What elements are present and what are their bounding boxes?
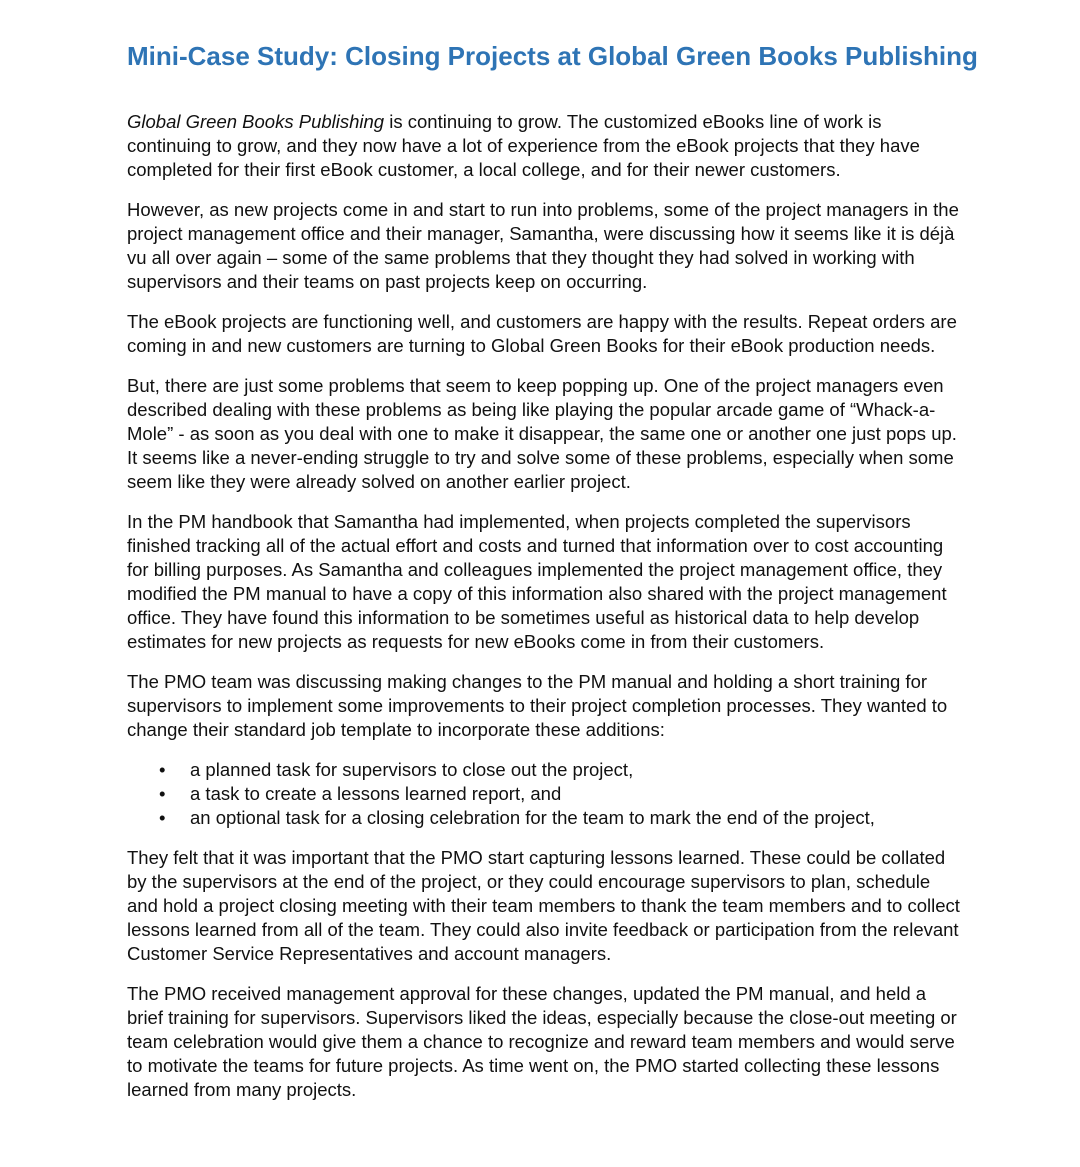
paragraph-4: But, there are just some problems that seem to keep popping up. One of the project managers even described dealing with these problems as being like playing the popular arcade game of “Whack-a-Mole” - as soon as you deal with one to make it disappear, the same one or another one just pops up. It seems like a never-ending struggle to try and solve some of these problems, especially when some seem like they were already solved on another earlier project. xyxy=(127,375,957,492)
additions-list xyxy=(127,758,962,830)
bullet-icon: • xyxy=(159,807,166,828)
paragraph-3: The eBook projects are functioning well, and customers are happy with the results. Repeat orders are coming in and new customers are turning to Global Green Books for their eBook production needs. xyxy=(127,311,957,356)
paragraph-8: The PMO received management approval for these changes, updated the PM manual, and held a brief training for supervisors. Supervisors liked the ideas, especially because the close-out meeting or team celebration would give them a chance to recognize and reward team members and would serve to motivate the teams for future projects. As time went on, the PMO started collecting these lessons learned from many projects. xyxy=(127,983,957,1100)
list-item-text: an optional task for a closing celebration for the team to mark the end of the project, xyxy=(190,807,875,828)
list-item xyxy=(127,782,962,806)
paragraph-7: They felt that it was important that the PMO start capturing lessons learned. These could be collated by the supervisors at the end of the project, or they could encourage supervisors to plan, schedule and hold a project closing meeting with their team members to thank the team members and to collect lessons learned from all of the team. They could also invite feedback or participation from the relevant Customer Service Representatives and account managers. xyxy=(127,847,960,964)
list-item xyxy=(127,758,962,782)
paragraph-6: The PMO team was discussing making changes to the PM manual and holding a short training for supervisors to implement some improvements to their project completion processes. They wanted to change their standard job template to incorporate these additions: xyxy=(127,671,948,740)
bullet-icon: • xyxy=(159,783,166,804)
paragraph-1-text: is continuing to grow. The customized eBooks line of work is continuing to grow, and they now have a lot of experience from the eBook projects that they have completed for their first eBook customer, a local college, and for their newer customers. xyxy=(127,111,920,180)
paragraph-5: In the PM handbook that Samantha had implemented, when projects completed the supervisors finished tracking all of the actual effort and costs and turned that information over to cost accounting for billing purposes. As Samantha and colleagues implemented the project management office, they modified the PM manual to have a copy of this information also shared with the project management office. They have found this information to be sometimes useful as historical data to help develop estimates for new projects as requests for new eBooks come in from their customers. xyxy=(127,511,947,652)
document-title: Mini-Case Study: Closing Projects at Global Green Books Publishing xyxy=(127,41,978,71)
list-item-text: a planned task for supervisors to close out the project, xyxy=(190,759,634,780)
company-name-italic: Global Green Books Publishing xyxy=(127,111,385,132)
list-item xyxy=(127,806,962,830)
list-item-text: a task to create a lessons learned report, and xyxy=(190,783,562,804)
paragraph-1 xyxy=(127,110,962,182)
paragraph-2: However, as new projects come in and start to run into problems, some of the project managers in the project management office and their manager, Samantha, were discussing how it seems like it is déjà vu all over again – some of the same problems that they thought they had solved in working with supervisors and their teams on past projects keep on occurring. xyxy=(127,199,959,292)
bullet-icon: • xyxy=(159,759,166,780)
document-page xyxy=(127,36,978,1118)
